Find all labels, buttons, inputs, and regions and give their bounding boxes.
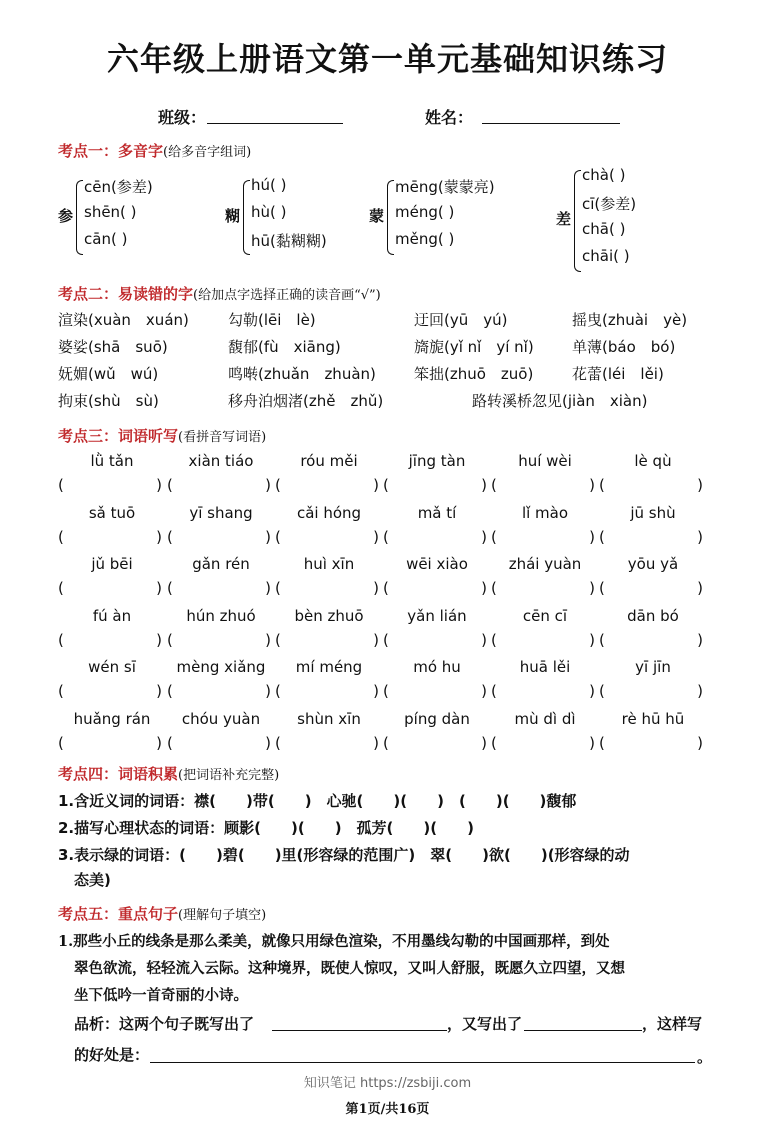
pinyin-prompt: wēi xiào	[406, 555, 468, 573]
polyphone-item[interactable]: chāi( )	[582, 247, 630, 265]
section-3-note: (看拼音写词语)	[178, 430, 267, 445]
pinyin-prompt: yǎn lián	[407, 606, 467, 625]
pronunciation-item[interactable]: 笨拙(zhuō zuō)	[414, 365, 534, 383]
pronunciation-item[interactable]: 迂回(yū yú)	[414, 311, 508, 329]
pinyin-prompt: xiàn tiáo	[188, 452, 254, 470]
analysis-blank-1[interactable]	[272, 1030, 447, 1031]
polyphone-char: 蒙	[369, 206, 385, 225]
pronunciation-item[interactable]: 花蕾(léi lěi)	[572, 365, 664, 383]
polyphone-item[interactable]: hū(黏糊糊)	[251, 232, 327, 250]
pinyin-prompt: lè qù	[634, 452, 672, 470]
brace	[574, 170, 581, 272]
pinyin-prompt: bèn zhuō	[294, 606, 364, 625]
pronunciation-item[interactable]: 鸣啭(zhuǎn zhuàn)	[228, 365, 376, 383]
pinyin-prompt: mù dì dì	[514, 709, 576, 728]
answer-blank[interactable]: ( )	[383, 527, 487, 546]
brace	[243, 180, 250, 255]
pronunciation-item[interactable]: 摇曳(zhuài yè)	[572, 311, 688, 329]
pinyin-prompt: rè hū hū	[621, 709, 685, 728]
answer-blank[interactable]: ( )	[275, 476, 379, 494]
pronunciation-item[interactable]: 妩媚(wǔ wú)	[58, 365, 159, 383]
pinyin-prompt: jǔ bēi	[91, 555, 133, 573]
answer-blank[interactable]: ( )	[491, 682, 595, 700]
pinyin-prompt: huǎng rán	[73, 709, 151, 728]
pinyin-prompt: píng dàn	[404, 709, 470, 728]
brace	[387, 180, 394, 255]
analysis-benefit-label: 的好处是：	[74, 1046, 150, 1064]
answer-blank[interactable]: ( )	[383, 682, 487, 700]
answer-blank[interactable]: ( )	[599, 682, 703, 700]
answer-blank[interactable]: ( )	[275, 579, 379, 597]
pronunciation-item[interactable]: 路转溪桥忽见(jiàn xiàn)	[472, 392, 648, 410]
page-title: 六年级上册语文第一单元基础知识练习	[106, 40, 668, 78]
analysis-middle: ，又写出了	[447, 1015, 523, 1033]
section-4-heading: 考点四：词语积累(把词语补充完整)	[58, 765, 280, 783]
polyphone-char: 差	[556, 210, 572, 228]
answer-blank[interactable]: ( )	[491, 630, 595, 649]
answer-blank[interactable]: ( )	[599, 733, 703, 752]
polyphone-char: 糊	[225, 206, 241, 225]
answer-blank[interactable]: ( )	[599, 630, 703, 649]
sentence-line-1: 1.那些小丘的线条是那么柔美，就像只用绿色渲染，不用墨线勾勒的中国画那样，到处	[58, 933, 610, 950]
answer-blank[interactable]: ( )	[491, 579, 595, 597]
answer-blank[interactable]: ( )	[383, 579, 487, 597]
answer-blank[interactable]: ( )	[275, 682, 379, 700]
answer-blank[interactable]: ( )	[58, 682, 162, 700]
answer-blank[interactable]: ( )	[167, 476, 271, 494]
answer-blank[interactable]: ( )	[167, 733, 271, 752]
pinyin-prompt: hún zhuó	[186, 606, 256, 625]
answer-blank[interactable]: ( )	[491, 476, 595, 494]
pinyin-prompt: huí wèi	[518, 452, 572, 470]
answer-blank[interactable]: ( )	[599, 579, 703, 597]
answer-blank[interactable]: ( )	[275, 630, 379, 649]
section-2-note: (给加点字选择正确的读音画“√”)	[193, 288, 381, 303]
name-label: 姓名：	[425, 108, 474, 127]
analysis-end: 。	[697, 1048, 713, 1066]
polyphone-item[interactable]: chà( )	[582, 166, 626, 184]
pinyin-prompt: mǎ tí	[417, 503, 457, 522]
answer-blank[interactable]: ( )	[167, 682, 271, 700]
answer-blank[interactable]: ( )	[275, 733, 379, 752]
answer-blank[interactable]: ( )	[383, 630, 487, 649]
pronunciation-item[interactable]: 拘束(shù sù)	[58, 392, 159, 410]
answer-blank[interactable]: ( )	[275, 527, 379, 546]
pinyin-prompt: yī jīn	[635, 658, 671, 676]
polyphone-item[interactable]: hù( )	[251, 203, 287, 221]
idiom-line-4: 态美)	[74, 871, 111, 889]
answer-blank[interactable]: ( )	[383, 733, 487, 752]
section-1-heading: 考点一：多音字(给多音字组词)	[58, 142, 252, 160]
answer-blank[interactable]: ( )	[58, 733, 162, 752]
pinyin-prompt: yōu yǎ	[627, 555, 679, 573]
pinyin-prompt: huì xīn	[303, 555, 355, 573]
brace	[76, 180, 83, 255]
idiom-line-1: 1.含近义词的词语：襟( )带( ) 心驰( )( ) ( )( )馥郁	[58, 792, 577, 810]
pronunciation-item[interactable]: 移舟泊烟渚(zhě zhǔ)	[228, 392, 384, 410]
footer-site: 知识笔记 https://zsbiji.com	[303, 1076, 472, 1091]
polyphone-item[interactable]: shēn( )	[84, 203, 137, 221]
pronunciation-item[interactable]: 旖旎(yǐ nǐ yí nǐ)	[414, 338, 534, 356]
name-field[interactable]	[482, 123, 620, 124]
pinyin-prompt: mó hu	[413, 658, 461, 676]
answer-blank[interactable]: ( )	[167, 630, 271, 649]
pinyin-prompt: mí méng	[295, 658, 363, 676]
pinyin-prompt: jīng tàn	[408, 452, 466, 470]
answer-blank[interactable]: ( )	[58, 630, 162, 649]
pinyin-prompt: chóu yuàn	[181, 709, 261, 728]
sentence-line-3: 坐下低吟一首奇丽的小诗。	[74, 987, 248, 1004]
idiom-line-2: 2.描写心理状态的词语：顾影( )( ) 孤芳( )( )	[58, 819, 474, 837]
pronunciation-item[interactable]: 馥郁(fù xiāng)	[228, 338, 341, 356]
polyphone-item[interactable]: měng( )	[395, 230, 455, 248]
section-5-heading: 考点五：重点句子(理解句子填空)	[58, 905, 267, 923]
answer-blank[interactable]: ( )	[58, 476, 162, 494]
pinyin-prompt: mèng xiǎng	[176, 658, 266, 676]
answer-blank[interactable]: ( )	[58, 579, 162, 597]
pronunciation-item[interactable]: 勾勒(lēi lè)	[228, 311, 316, 329]
section-5-note: (理解句子填空)	[178, 908, 267, 923]
analysis-blank-3[interactable]	[150, 1062, 695, 1063]
pinyin-prompt: dān bó	[627, 606, 679, 625]
class-field[interactable]	[207, 123, 343, 124]
polyphone-item[interactable]: cān( )	[84, 230, 128, 248]
pinyin-prompt: wén sī	[88, 658, 136, 676]
pronunciation-item[interactable]: 渲染(xuàn xuán)	[58, 311, 189, 329]
pinyin-prompt: yī shang	[189, 503, 253, 522]
pronunciation-item[interactable]: 单薄(báo bó)	[572, 338, 676, 356]
pinyin-prompt: zhái yuàn	[508, 555, 582, 573]
pinyin-prompt: shùn xīn	[297, 709, 361, 728]
polyphone-item[interactable]: cī(参差)	[582, 195, 637, 213]
polyphone-item[interactable]: méng( )	[395, 203, 455, 221]
pinyin-prompt: fú àn	[92, 606, 132, 625]
polyphone-item[interactable]: chā( )	[582, 220, 626, 238]
section-4-note: (把词语补充完整)	[178, 768, 280, 783]
page-number: 第1页/共16页	[345, 1102, 430, 1117]
analysis-blank-2[interactable]	[524, 1030, 642, 1031]
pinyin-prompt: huā lěi	[519, 658, 571, 676]
pinyin-prompt: cēn cī	[522, 606, 568, 625]
answer-blank[interactable]: ( )	[167, 527, 271, 546]
polyphone-item[interactable]: cēn(参差)	[84, 178, 153, 196]
answer-blank[interactable]: ( )	[491, 527, 595, 546]
pinyin-prompt: gǎn rén	[192, 555, 250, 573]
class-label: 班级：	[158, 108, 207, 127]
sentence-line-2: 翠色欲流，轻轻流入云际。这种境界，既使人惊叹，又叫人舒服，既愿久立四望，又想	[74, 960, 625, 977]
idiom-line-3: 3.表示绿的词语：( )碧( )里(形容绿的范围广) 翠( )欲( )(形容绿的动	[58, 846, 630, 864]
pinyin-prompt: lǐ mào	[521, 503, 569, 522]
answer-blank[interactable]: ( )	[167, 579, 271, 597]
pinyin-prompt: lǜ tǎn	[90, 452, 134, 470]
analysis-prefix: 品析：这两个句子既写出了	[74, 1015, 255, 1033]
analysis-suffix: ，这样写	[642, 1015, 703, 1033]
pinyin-prompt: sǎ tuō	[88, 503, 136, 522]
section-1-note: (给多音字组词)	[163, 145, 252, 160]
polyphone-char: 参	[58, 206, 74, 225]
answer-blank[interactable]: ( )	[599, 476, 703, 494]
answer-blank[interactable]: ( )	[599, 527, 703, 546]
section-2-heading: 考点二：易读错的字(给加点字选择正确的读音画“√”)	[58, 285, 381, 303]
pinyin-prompt: jū shù	[630, 503, 676, 522]
polyphone-item[interactable]: hú( )	[251, 176, 287, 194]
answer-blank[interactable]: ( )	[58, 527, 162, 546]
section-3-heading: 考点三：词语听写(看拼音写词语)	[58, 427, 267, 445]
pinyin-prompt: róu měi	[300, 452, 358, 470]
answer-blank[interactable]: ( )	[491, 733, 595, 752]
polyphone-item[interactable]: mēng(蒙蒙亮)	[395, 178, 495, 196]
pronunciation-item[interactable]: 婆娑(shā suō)	[58, 338, 168, 356]
pinyin-prompt: cǎi hóng	[296, 503, 362, 522]
answer-blank[interactable]: ( )	[383, 476, 487, 494]
